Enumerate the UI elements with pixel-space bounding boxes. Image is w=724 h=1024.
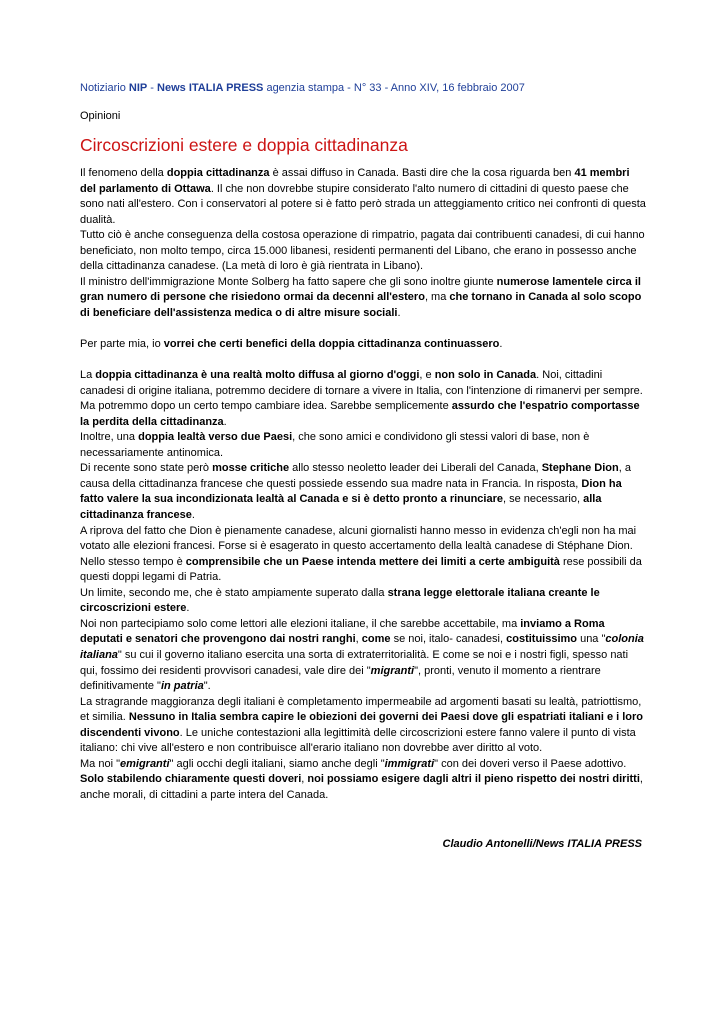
paragraph [80, 337, 646, 353]
emphasized-text: non solo in Canada [434, 369, 537, 382]
text-run: La [80, 369, 96, 382]
paragraph [80, 166, 646, 228]
emphasized-text: come [361, 633, 391, 646]
paragraph [80, 461, 646, 523]
section-label: Opinioni [80, 110, 121, 122]
text-run: , e [419, 369, 435, 382]
text-run: è assai diffuso in Canada. Basti dire che la cosa riguarda ben [269, 167, 575, 179]
text-run: Per parte mia, io [80, 338, 164, 351]
emphasized-text: alla cittadinanza francese [80, 493, 602, 522]
emphasized-text: vorrei che certi benefici della doppia cittadinanza continuassero [163, 338, 500, 351]
text-run: Tutto ciò è anche conseguenza della costosa operazione di rimpatrio, pagata dai contribuenti canadesi, di cui hanno beneficiato, non molto tempo, circa 15.000 libanesi, residenti permanenti del Libano, che erano in possesso anche della cittadinanza canadese. (La metà di loro è già rientrata in Libano). [80, 229, 645, 273]
emphasized-text: immigrati [384, 757, 435, 770]
text-run: allo stesso neoletto leader dei Liberali del Canada, [289, 462, 542, 475]
paragraph-spacer [80, 353, 646, 369]
paragraph-spacer [80, 321, 646, 337]
text-run: " su cui il governo italiano esercita una sorta di extraterritorialità. E come se noi e i nostri figli, spesso nati qui, fossimo dei residenti provvisori canadesi, vale dire dei " [80, 648, 629, 677]
text-run: . [223, 415, 227, 428]
paragraph [80, 772, 646, 803]
text-run: " agli occhi degli italiani, siamo anche degli " [169, 757, 385, 770]
text-run: . Il che non dovrebbe stupire considerato l'alto numero di cittadini di questo paese che sono nati all'estero. Con i conservatori al potere si è fatto però strada un atteggiamento critico nei confronti di questa dualità. [80, 182, 646, 226]
article-body [80, 166, 646, 803]
text-run: Ma noi " [80, 757, 120, 770]
text-run: una " [577, 633, 606, 646]
text-run: ". [203, 680, 211, 693]
byline: Claudio Antonelli/News ITALIA PRESS [442, 838, 642, 850]
paragraph [80, 695, 646, 757]
paragraph [80, 586, 646, 617]
emphasized-text: doppia lealtà verso due Paesi [138, 431, 293, 444]
text-run: se noi, italo- canadesi, [390, 633, 507, 646]
masthead-separator: - [147, 82, 158, 94]
paragraph [80, 430, 646, 461]
text-run: La stragrande maggioranza degli italiani è completamento impermeabile ad argomenti basati su lealtà, patriottismo, et similia. [80, 695, 642, 724]
text-run: " con dei doveri verso il Paese adottivo. [434, 757, 627, 770]
text-run: , a causa della cittadinanza francese che questi possiede essendo sua madre nata in Francia. In risposta, [80, 462, 631, 490]
emphasized-text: che tornano in Canada al solo scopo di beneficiare dell'assistenza medica o di altre misure sociali [80, 291, 642, 319]
emphasized-text: migranti [370, 664, 415, 677]
paragraph [80, 524, 646, 555]
text-run: Un limite, secondo me, che è stato ampiamente superato dalla [80, 586, 388, 599]
text-run: , anche morali, di cittadini a parte intera del Canada. [80, 773, 643, 801]
text-run: A riprova del fatto che Dion è pienamente canadese, alcuni giornalisti hanno messo in evidenza ch'egli non ha mai votato alle elezioni francesi. Forse si è esagerato in questo accertamento della lealtà canadese di Stéphane Dion. [80, 524, 637, 553]
text-run: . [499, 338, 503, 351]
emphasized-text: emigranti [119, 757, 170, 770]
emphasized-text: 41 membri del parlamento di Ottawa [80, 167, 630, 195]
text-run: Noi non partecipiamo solo come lettori alle elezioni italiane, il che sarebbe accettabile, ma [80, 617, 521, 630]
emphasized-text: numerose lamentele circa il gran numero di persone che risiedono ormai da decenni all'estero [80, 275, 641, 304]
emphasized-text: Dion ha fatto valere la sua incondizionata lealtà al Canada e si è detto pronto a rinunciare [80, 477, 622, 506]
masthead-news: News ITALIA PRESS [157, 82, 264, 94]
text-run: . [186, 602, 190, 615]
text-run: rese possibili da questi doppi legami di Patria. [80, 555, 642, 584]
emphasized-text: mosse critiche [212, 462, 290, 475]
paragraph [80, 617, 646, 695]
article-title: Circoscrizioni estere e doppia cittadinanza [80, 135, 408, 155]
text-run: . Noi, cittadini canadesi di origine italiana, potremmo decidere di tornare a vivere in Italia, con l'intenzione di rimanervi per sempre. Ma potremmo dopo un certo tempo cambiare idea. Sarebbe semplicemente [80, 369, 643, 413]
emphasized-text: colonia italiana [80, 633, 644, 661]
text-run: . [397, 306, 401, 319]
masthead-nip: NIP [128, 82, 148, 94]
text-run: . Le uniche contestazioni alla legittimità delle circoscrizioni estere fanno valere il punto di vista italiano: chi vive all'estero e non contribuisce all'erario italiano non dovrebbe aver diritto al voto. [80, 726, 636, 755]
paragraph [80, 275, 646, 322]
emphasized-text: doppia cittadinanza [166, 167, 270, 179]
paragraph [80, 228, 646, 275]
emphasized-text: Stephane Dion [541, 462, 619, 475]
text-run: , che sono amici e condividono gli stessi valori di base, non è necessariamente antinomica. [80, 431, 590, 459]
emphasized-text: costituissimo [506, 633, 578, 646]
emphasized-text: noi possiamo esigere dagli altri il pieno rispetto dei nostri diritti [307, 773, 640, 786]
masthead-prefix: Notiziario [80, 82, 129, 94]
text-run: , se necessario, [503, 493, 584, 506]
text-run: ", pronti, venuto il momento a rientrare definitivamente " [80, 664, 601, 693]
masthead-issue: agenzia stampa - N° 33 - Anno XIV, 16 febbraio 2007 [263, 82, 525, 94]
emphasized-text: in patria [160, 680, 204, 693]
text-run: Il fenomeno della [80, 167, 167, 179]
emphasized-text: inviamo a Roma deputati e senatori che provengono dai nostri ranghi [80, 617, 605, 646]
emphasized-text: Nessuno in Italia sembra capire le obiezioni dei governi dei Paesi dove gli espatriati italiani e i loro discendenti vivono [80, 711, 644, 739]
paragraph [80, 757, 646, 773]
masthead [80, 82, 525, 94]
text-run: , [355, 633, 362, 646]
text-run: Nello stesso tempo è [80, 555, 186, 568]
text-run: Di recente sono state però [80, 462, 213, 475]
emphasized-text: Solo stabilendo chiaramente questi doveri [80, 773, 302, 786]
paragraph [80, 368, 646, 430]
text-run: Il ministro dell'immigrazione Monte Solberg ha fatto sapere che gli sono inoltre giunte [80, 275, 497, 288]
emphasized-text: assurdo che l'espatrio comportasse la perdita della cittadinanza [80, 400, 640, 428]
emphasized-text: doppia cittadinanza è una realtà molto diffusa al giorno d'oggi [95, 369, 420, 382]
emphasized-text: strana legge elettorale italiana creante le circoscrizioni estere [80, 586, 600, 615]
emphasized-text: comprensibile che un Paese intenda mettere dei limiti a certe ambiguità [185, 555, 560, 568]
text-run: . [191, 509, 195, 522]
paragraph [80, 555, 646, 586]
text-run: , [301, 773, 308, 786]
text-run: Inoltre, una [80, 431, 139, 444]
text-run: , ma [424, 291, 450, 304]
